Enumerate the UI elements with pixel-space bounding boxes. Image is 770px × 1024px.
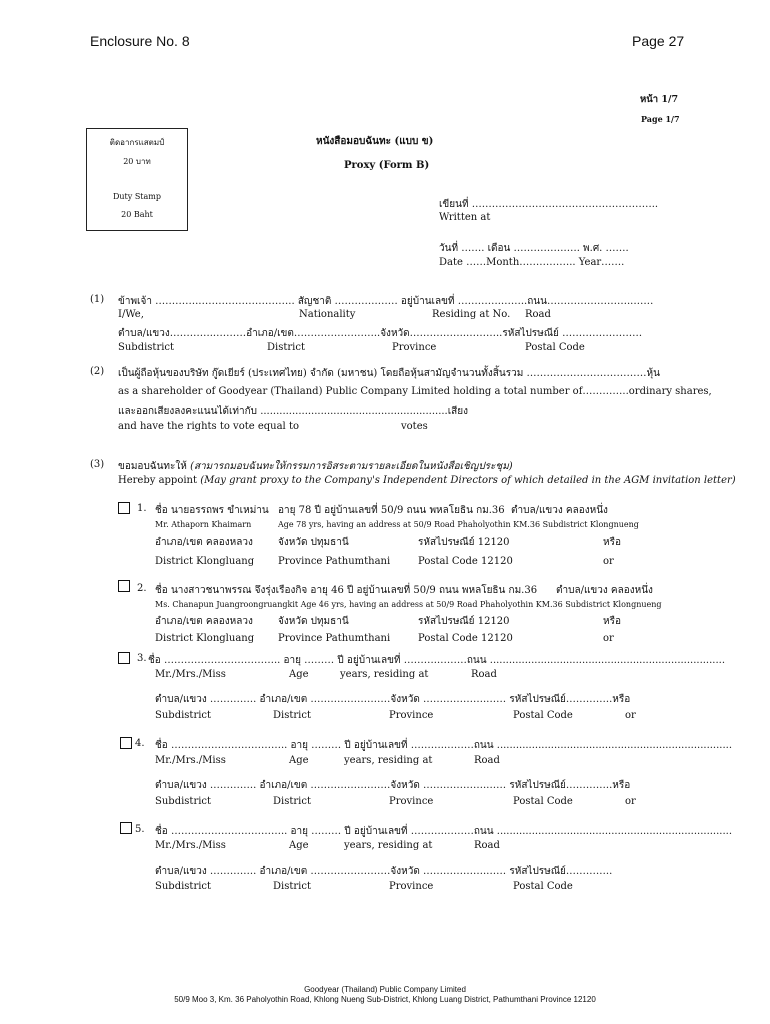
proxy-3-road-en: Road xyxy=(471,669,497,680)
proxy-5-number: 5. xyxy=(135,824,145,835)
proxy-4-residing-en: years, residing at xyxy=(344,755,433,766)
proxy-5-residing-en: years, residing at xyxy=(344,840,433,851)
proxy-4-province-en: Province xyxy=(389,796,434,807)
proxy-5-postal-en: Postal Code xyxy=(513,881,573,892)
proxy-2-name-en: Ms. Chanapun Juangroongruangkit Age 46 yrs, having an address at 50/9 Road Phaholyothin KM.36 Subdistrict Klongnueng xyxy=(155,600,662,609)
proxy-3-or-en: or xyxy=(625,710,636,721)
proxy-1-district-th: อำเภอ/เขต คลองหลวง xyxy=(155,537,253,548)
proxy-5-province-en: Province xyxy=(389,881,434,892)
proxy-4-postal-en: Postal Code xyxy=(513,796,573,807)
proxy-1-checkbox[interactable] xyxy=(118,502,130,514)
section1-number: (1) xyxy=(90,294,105,305)
section1-province: Province xyxy=(392,342,437,353)
section1-line2-th: ตำบล/แขวง…………..………อำเภอ/เขต……………………..จังหวัด……………..………..รหัสไปรษณีย์ …………………… xyxy=(118,328,643,339)
proxy-3-line2-th: ตำบล/แขวง ………….. อำเภอ/เขต ……………………จังหวัด ……………….…… รหัสไปรษณีย์…………..หรือ xyxy=(155,694,631,705)
proxy-1-province-th: จังหวัด ปทุมธานี xyxy=(278,537,349,548)
proxy-2-or-en: or xyxy=(603,633,614,644)
page-en: Page 1/7 xyxy=(641,114,680,124)
title-th: หนังสือมอบฉันทะ (แบบ ข) xyxy=(316,136,434,147)
proxy-5-subdistrict-en: Subdistrict xyxy=(155,881,212,892)
proxy-3-age-en: Age xyxy=(289,669,309,680)
proxy-3-subdistrict-en: Subdistrict xyxy=(155,710,212,721)
appoint-th: ขอมอบฉันทะให้ xyxy=(118,461,191,472)
proxy-2-number: 2. xyxy=(137,583,147,594)
proxy-1-province-en: Province Pathumthani xyxy=(278,556,391,567)
appoint-note-en: (May grant proxy to the Company's Independent Directors of which detailed in the AGM invitation letter) xyxy=(200,475,736,486)
appoint-en: Hereby appoint xyxy=(118,475,201,486)
proxy-1-or-th: หรือ xyxy=(603,537,621,548)
proxy-3-line1-th: ชื่อ …………………………….. อายุ ……… ปี อยู่บ้านเลขที่ ……….………ถนน .......................................................................... xyxy=(148,655,725,666)
stamp-th-2: 20 บาท xyxy=(123,157,151,166)
proxy-4-age-en: Age xyxy=(289,755,309,766)
proxy-2-name-th: ชื่อ นางสาวชนาพรรณ จึงรุ่งเรืองกิจ อายุ 46 ปี อยู่บ้านเลขที่ 50/9 ถนน พหลโยธิน กม.36 xyxy=(155,585,538,596)
proxy-5-checkbox[interactable] xyxy=(120,822,132,834)
proxy-2-district-en: District Klongluang xyxy=(155,633,255,644)
proxy-3-postal-en: Postal Code xyxy=(513,710,573,721)
proxy-3-checkbox[interactable] xyxy=(118,652,130,664)
proxy-4-or-en: or xyxy=(625,796,636,807)
proxy-3-province-en: Province xyxy=(389,710,434,721)
proxy-5-district-en: District xyxy=(273,881,311,892)
proxy-2-province-en: Province Pathumthani xyxy=(278,633,391,644)
section3-line1-th xyxy=(118,459,513,474)
proxy-4-number: 4. xyxy=(135,738,145,749)
date-en: Date ……Month…………….. Year……. xyxy=(439,257,625,268)
appoint-note-th: (สามารถมอบฉันทะให้กรรมการอิสระตามรายละเอียดในหนังสือเชิญประชุม) xyxy=(190,461,513,472)
proxy-2-or-th: หรือ xyxy=(603,616,621,627)
footer-address: 50/9 Moo 3, Km. 36 Paholyothin Road, Khlong Nueng Sub-District, Khlong Luang District, Pathumthani Province 12120 xyxy=(174,995,596,1004)
proxy-5-age-en: Age xyxy=(289,840,309,851)
section1-subdistrict: Subdistrict xyxy=(118,342,175,353)
proxy-4-road-en: Road xyxy=(474,755,500,766)
proxy-4-line1-th: ชื่อ …………………………….. อายุ ……… ปี อยู่บ้านเลขที่ ……….………ถนน .......................................................................... xyxy=(155,740,732,751)
enclosure-label: Enclosure No. 8 xyxy=(90,33,190,49)
proxy-1-subdistrict-th: ตำบล/แขวง คลองหนึ่ง xyxy=(511,505,608,516)
section2-line2-th: และออกเสียงลงคะแนนได้เท่ากับ ...........................................................เสียง xyxy=(118,406,468,417)
page-th: หน้า 1/7 xyxy=(640,94,679,105)
proxy-1-district-en: District Klongluang xyxy=(155,556,255,567)
proxy-1-or-en: or xyxy=(603,556,614,567)
proxy-1-address-th: อายุ 78 ปี อยู่บ้านเลขที่ 50/9 ถนน พหลโยธิน กม.36 xyxy=(278,505,505,516)
stamp-en-2: 20 Baht xyxy=(121,210,153,219)
stamp-th-1: ติดอากรแสตมป์ xyxy=(109,138,165,147)
proxy-3-residing-en: years, residing at xyxy=(340,669,429,680)
proxy-4-checkbox[interactable] xyxy=(120,737,132,749)
proxy-3-district-en: District xyxy=(273,710,311,721)
proxy-1-postal-en: Postal Code 12120 xyxy=(418,556,513,567)
section3-number: (3) xyxy=(90,459,105,470)
stamp-en-1: Duty Stamp xyxy=(112,192,161,201)
proxy-4-line2-th: ตำบล/แขวง ………….. อำเภอ/เขต ……………………จังหวัด ……………….…… รหัสไปรษณีย์…………..หรือ xyxy=(155,780,631,791)
proxy-4-subdistrict-en: Subdistrict xyxy=(155,796,212,807)
proxy-2-postal-en: Postal Code 12120 xyxy=(418,633,513,644)
section2-line1-th: เป็นผู้ถือหุ้นของบริษัท กู๊ดเยียร์ (ประเทศไทย) จำกัด (มหาชน) โดยถือหุ้นสามัญจำนวนทั้งสิ้นรวม ………………………………หุ้น xyxy=(118,368,660,379)
proxy-4-district-en: District xyxy=(273,796,311,807)
section1-iwe: I/We, xyxy=(118,309,144,320)
proxy-1-number: 1. xyxy=(137,503,147,514)
page-number: Page 27 xyxy=(632,33,685,49)
proxy-3-number: 3. xyxy=(137,653,147,664)
proxy-5-line1-th: ชื่อ …………………………….. อายุ ……… ปี อยู่บ้านเลขที่ ……….………ถนน .......................................................................... xyxy=(155,826,732,837)
proxy-2-subdistrict-th: ตำบล/แขวง คลองหนึ่ง xyxy=(556,585,653,596)
proxy-5-line2-th: ตำบล/แขวง ………….. อำเภอ/เขต ……………………จังหวัด ……………….…… รหัสไปรษณีย์………….. xyxy=(155,866,613,877)
section2-line1-en: as a shareholder of Goodyear (Thailand) Public Company Limited holding a total number of…………..ordinary shares, xyxy=(118,386,712,397)
proxy-1-postal-th: รหัสไปรษณีย์ 12120 xyxy=(418,537,510,548)
proxy-1-name-en: Mr. Athaporn Khaimarn xyxy=(155,520,252,529)
section2-votes-label: and have the rights to vote equal to xyxy=(118,421,299,432)
section1-road: Road xyxy=(525,309,551,320)
proxy-2-checkbox[interactable] xyxy=(118,580,130,592)
proxy-5-road-en: Road xyxy=(474,840,500,851)
footer-company: Goodyear (Thailand) Public Company Limited xyxy=(304,985,466,994)
section2-votes: votes xyxy=(401,421,428,432)
proxy-1-name-th: ชื่อ นายอรรถพร ขำเหม่าน xyxy=(155,505,269,516)
section1-line1-th: ข้าพเจ้า ………….……………………….. สัญชาติ ………….…… อยู่บ้านเลขที่ ………….……..ถนน……………………..…… xyxy=(118,296,654,307)
proxy-1-address-en: Age 78 yrs, having an address at 50/9 Road Phaholyothin KM.36 Subdistrict Klongnueng xyxy=(278,520,639,529)
section1-district: District xyxy=(267,342,305,353)
proxy-5-title-en: Mr./Mrs./Miss xyxy=(155,840,226,851)
section2-number: (2) xyxy=(90,366,105,377)
written-at-th: เขียนที่ ……………………………………………….. xyxy=(439,199,659,210)
proxy-2-province-th: จังหวัด ปทุมธานี xyxy=(278,616,349,627)
written-at-en: Written at xyxy=(439,212,491,223)
proxy-4-title-en: Mr./Mrs./Miss xyxy=(155,755,226,766)
proxy-3-title-en: Mr./Mrs./Miss xyxy=(155,669,226,680)
section3-line1-en xyxy=(118,475,736,486)
section1-residing: Residing at No. xyxy=(432,309,511,320)
section1-postal: Postal Code xyxy=(525,342,585,353)
title-en: Proxy (Form B) xyxy=(344,160,430,171)
date-th: วันที่ ……. เดือน …………….…. พ.ศ. ……. xyxy=(439,243,629,254)
proxy-2-postal-th: รหัสไปรษณีย์ 12120 xyxy=(418,616,510,627)
proxy-2-district-th: อำเภอ/เขต คลองหลวง xyxy=(155,616,253,627)
section1-nationality: Nationality xyxy=(299,309,356,320)
